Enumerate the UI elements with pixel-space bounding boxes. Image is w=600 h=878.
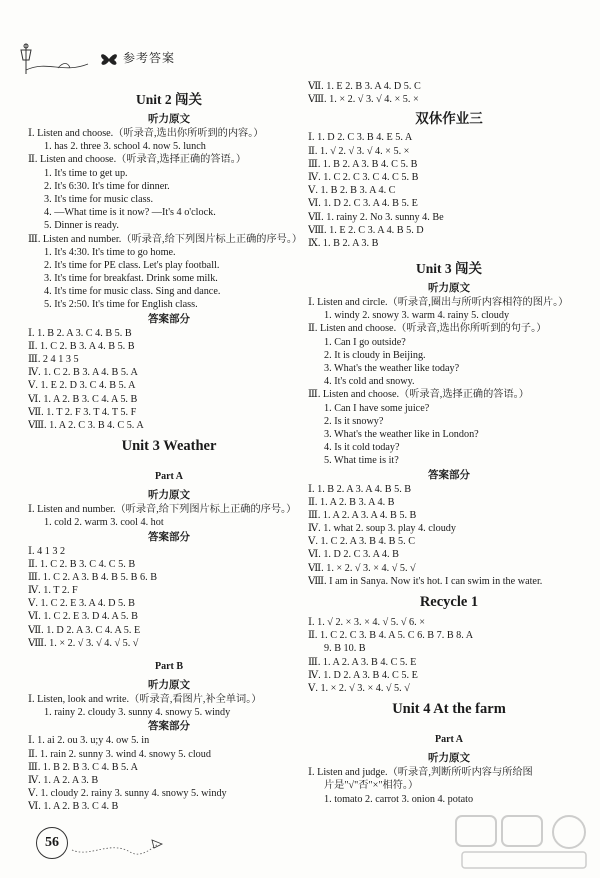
left-text-line: 1. has 2. three 3. school 4. now 5. lunch [44,141,206,153]
left-text-line: Ⅶ. 1. T 2. F 3. T 4. T 5. F [28,406,137,418]
left-text-line: Ⅰ. 4 1 3 2 [28,545,66,557]
left-text-line: 4. —What time is it now? —It's 4 o'clock. [44,207,216,219]
right-section-heading: Unit 4 At the farm [392,701,506,718]
right-text-line: 2. Is it snowy? [324,415,384,427]
left-text-line: Ⅵ. 1. A 2. B 3. C 4. A 5. B [28,393,138,405]
left-text-line: 5. Dinner is ready. [44,220,119,232]
left-text-line: Ⅵ. 1. A 2. B 3. C 4. B [28,801,119,813]
right-section-heading: Recycle 1 [419,594,479,610]
left-text-line: Ⅰ. Listen and choose.（听录音,选出你所听到的内容。） [28,128,264,139]
right-text-line: Ⅲ. 1. A 2. A 3. B 4. C 5. E [308,656,417,668]
right-text-line: Ⅰ. Listen and circle.（听录音,圈出与所听内容相符的图片。） [308,297,569,309]
butterfly-icon [98,50,120,68]
left-text-line: 1. It's time to get up. [44,167,128,179]
left-text-line: 2. It's 6:30. It's time for dinner. [44,180,170,192]
right-text-line: Ⅲ. Listen and choose.（听录音,选择正确的答语。） [308,389,529,401]
left-section-heading: 答案部分 [148,531,190,543]
right-text-line: Ⅳ. 1. D 2. A 3. B 4. C 5. E [308,669,418,681]
right-text-line: Ⅷ. 1. E 2. C 3. A 4. B 5. D [308,224,424,236]
left-text-line: Ⅱ. 1. rain 2. sunny 3. wind 4. snowy 5. cloud [28,748,211,760]
left-text-line: Ⅱ. 1. C 2. B 3. C 4. C 5. B [28,558,136,570]
left-text-line: Ⅲ. Listen and number.（听录音,给下列图片标上正确的序号。） [28,233,303,245]
left-section-heading: Part B [154,661,184,672]
right-text-line: 4. Is it cold today? [324,442,400,454]
left-text-line: 1. cold 2. warm 3. cool 4. hot [44,517,164,529]
left-text-line: Ⅳ. 1. C 2. B 3. A 4. B 5. A [28,367,138,379]
left-text-line: 4. It's time for music class. Sing and dance. [44,286,221,298]
right-text-line: 1. windy 2. snowy 3. warm 4. rainy 5. cloudy [324,310,510,322]
left-text-line: Ⅳ. 1. A 2. A 3. B [28,774,99,786]
left-section-heading: 听力原文 [148,490,190,502]
left-text-line: Ⅶ. 1. D 2. A 3. C 4. A 5. E [28,624,141,636]
left-text-line: Ⅴ. 1. E 2. D 3. C 4. B 5. A [28,380,136,392]
left-text-line: Ⅴ. 1. C 2. E 3. A 4. D 5. B [28,598,135,610]
left-text-line: Ⅵ. 1. C 2. E 3. D 4. A 5. B [28,611,138,623]
right-text-line: Ⅶ. 1. × 2. √ 3. × 4. √ 5. √ [308,562,416,574]
right-text-line: Ⅶ. 1. rainy 2. No 3. sunny 4. Be [308,211,444,223]
header-title: 参考答案 [123,51,176,65]
left-text-line: Ⅱ. Listen and choose.（听录音,选择正确的答语。） [28,154,247,166]
right-text-line: Ⅴ. 1. B 2. B 3. A 4. C [308,185,396,197]
right-section-heading: 双休作业三 [415,111,483,127]
left-text-line: Ⅷ. 1. A 2. C 3. B 4. C 5. A [28,419,144,431]
watermark-logo-icon [454,814,594,872]
right-text-line: 1. Can I have some juice? [324,402,430,414]
right-text-line: Ⅶ. 1. E 2. B 3. A 4. D 5. C [308,81,421,92]
left-section-heading: Unit 3 Weather [121,438,217,455]
right-text-line: Ⅰ. 1. B 2. A 3. A 4. B 5. B [308,483,412,495]
left-text-line: Ⅰ. Listen and number.（听录音,给下列图片标上正确的序号。） [28,504,297,516]
right-text-line: Ⅱ. 1. C 2. C 3. B 4. A 5. C 6. B 7. B 8. A [308,630,474,642]
right-text-line: Ⅴ. 1. C 2. A 3. B 4. B 5. C [308,536,415,548]
page-number: 56 [36,827,68,859]
footer-decoration-icon [70,830,170,860]
left-text-line: 3. It's time for breakfast. Drink some milk. [44,273,218,285]
left-section-heading: 听力原文 [148,680,190,691]
right-text-line: 3. What's the weather like today? [324,363,460,374]
right-text-line: Ⅷ. I am in Sanya. Now it's hot. I can swim in the water. [308,575,543,587]
right-text-line: Ⅳ. 1. what 2. soup 3. play 4. cloudy [308,523,456,535]
right-section-heading: Part A [434,734,464,746]
right-text-line: 1. tomato 2. carrot 3. onion 4. potato [324,793,474,805]
left-text-line: Ⅲ. 1. B 2. B 3. C 4. B 5. A [28,761,139,773]
page-header [18,40,288,80]
right-text-line: Ⅵ. 1. D 2. C 3. A 4. B [308,549,399,561]
right-text-line: 5. What time is it? [324,455,399,467]
left-text-line: Ⅳ. 1. T 2. F [28,585,78,597]
left-text-line: Ⅲ. 2 4 1 3 5 [28,354,79,365]
right-text-line: Ⅲ. 1. B 2. A 3. B 4. C 5. B [308,158,418,170]
left-text-line: 1. rainy 2. cloudy 3. sunny 4. snowy 5. windy [44,707,231,719]
left-section-heading: Unit 2 闯关 [135,92,202,107]
right-text-line: 2. It is cloudy in Beijing. [324,349,426,361]
left-text-line: 2. It's time for PE class. Let's play football. [44,259,220,271]
right-text-line: Ⅸ. 1. B 2. A 3. B [308,237,379,249]
right-section-heading: 答案部分 [428,469,470,481]
right-text-line: Ⅱ. 1. √ 2. √ 3. √ 4. × 5. × [308,145,410,157]
right-text-line: 片是"√"否"×"相符。） [324,780,419,792]
right-text-line: 9. B 10. B [324,643,366,655]
right-text-line: Ⅲ. 1. A 2. A 3. A 4. B 5. B [308,509,417,521]
right-section-heading: Unit 3 闯关 [415,261,482,277]
right-text-line: Ⅷ. 1. × 2. √ 3. √ 4. × 5. × [308,94,419,106]
right-text-line: Ⅱ. Listen and choose.（听录音,选出你所听到的句子。） [308,323,547,335]
right-section-heading: 听力原文 [428,283,470,295]
left-text-line: Ⅴ. 1. cloudy 2. rainy 3. sunny 4. snowy 5. windy [28,788,227,800]
right-text-line: Ⅰ. 1. D 2. C 3. B 4. E 5. A [308,132,413,144]
right-column [308,80,590,806]
left-section-heading: Part A [154,471,184,483]
left-section-heading: 答案部分 [148,313,190,325]
right-section-heading: 听力原文 [428,753,470,765]
left-text-line: Ⅰ. 1. B 2. A 3. C 4. B 5. B [28,327,132,339]
right-text-line: 4. It's cold and snowy. [324,376,415,388]
left-text-line: Ⅰ. Listen, look and write.（听录音,看图片,补全单词。） [28,694,262,705]
left-text-line: Ⅷ. 1. × 2. √ 3. √ 4. √ 5. √ [28,637,139,649]
left-text-line: Ⅰ. 1. ai 2. ou 3. u;y 4. ow 5. in [28,735,150,747]
left-text-line: Ⅱ. 1. C 2. B 3. A 4. B 5. B [28,340,135,352]
left-section-heading: 听力原文 [148,114,190,125]
left-column [28,87,310,814]
right-text-line: Ⅰ. Listen and judge.（听录音,判断所听内容与所给图 [308,767,533,779]
left-text-line: Ⅲ. 1. C 2. A 3. B 4. B 5. B 6. B [28,571,157,583]
left-section-heading: 答案部分 [148,721,190,733]
right-text-line: Ⅳ. 1. C 2. C 3. C 4. C 5. B [308,171,419,183]
right-text-line: Ⅱ. 1. A 2. B 3. A 4. B [308,496,395,508]
right-text-line: 1. Can I go outside? [324,336,406,348]
left-text-line: 3. It's time for music class. [44,193,154,205]
right-text-line: Ⅰ. 1. √ 2. × 3. × 4. √ 5. √ 6. × [308,617,425,628]
right-text-line: 3. What's the weather like in London? [324,428,479,440]
right-text-line: Ⅵ. 1. D 2. C 3. A 4. B 5. E [308,198,418,210]
right-text-line: Ⅴ. 1. × 2. √ 3. × 4. √ 5. √ [308,682,410,694]
left-text-line: 5. It's 2:50. It's time for English class. [44,299,198,311]
left-text-line: 1. It's 4:30. It's time to go home. [44,246,176,258]
